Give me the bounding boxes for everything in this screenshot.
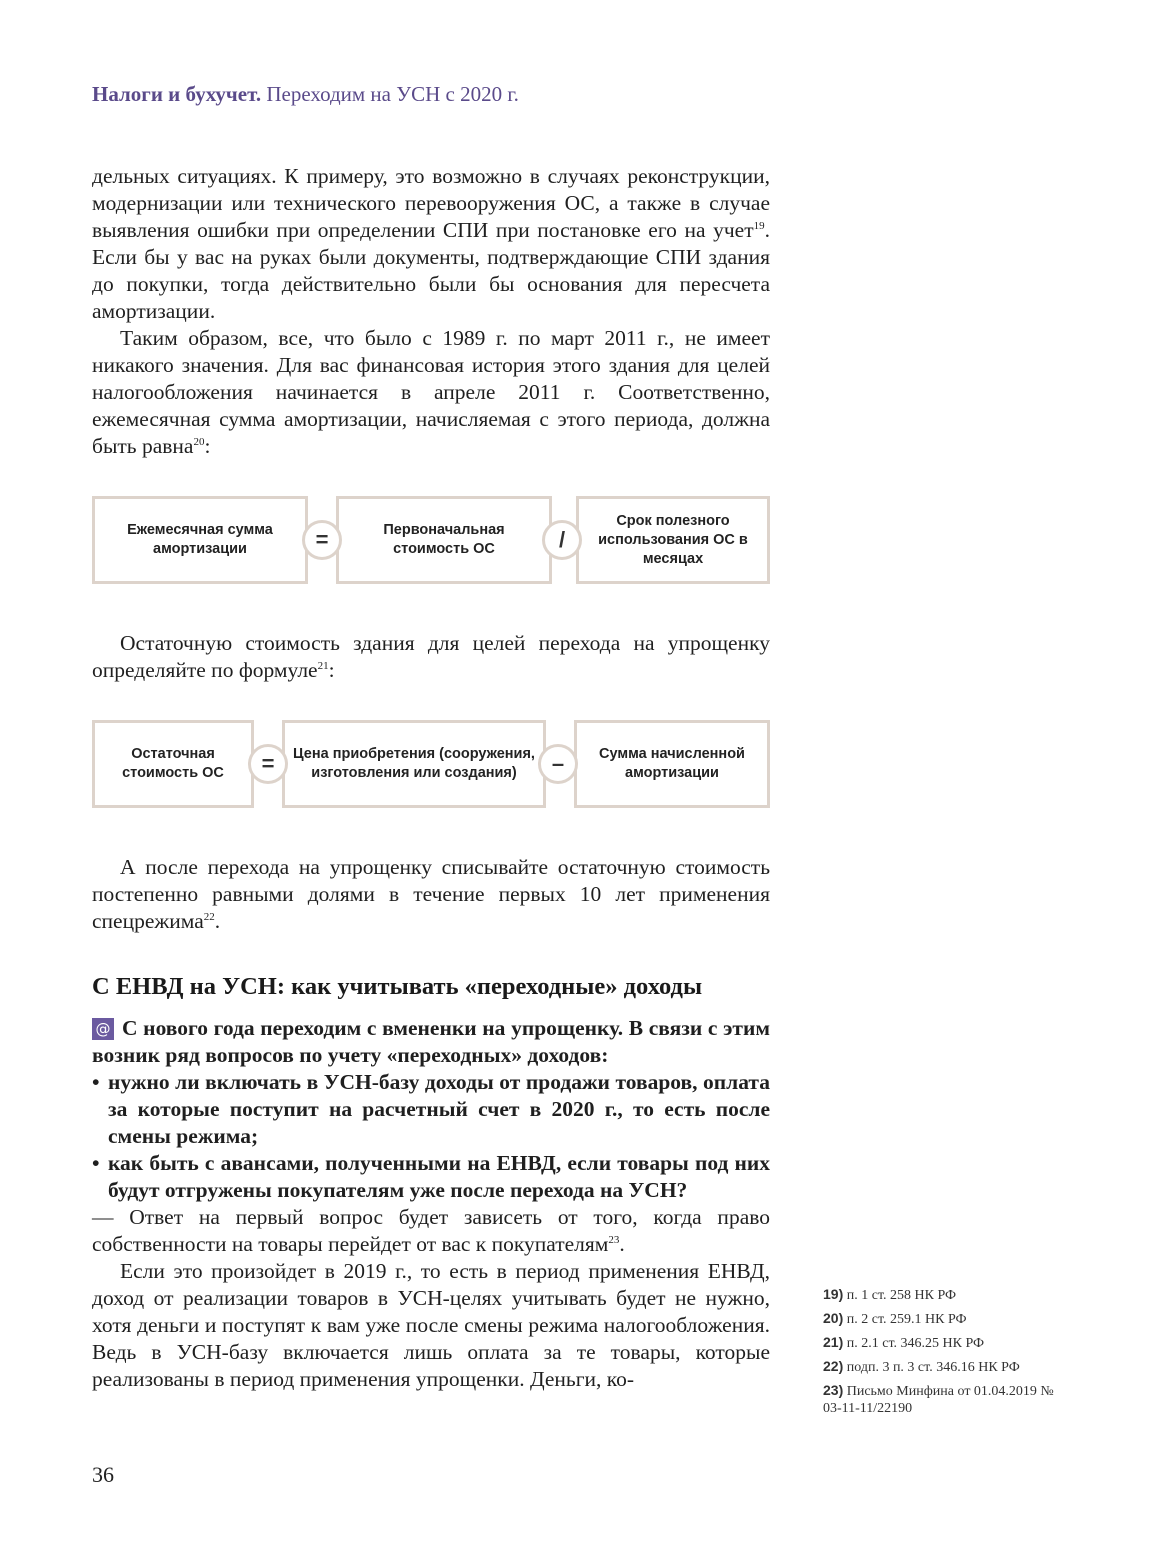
formula2-residual-value: Остаточная стоимость ОС — [92, 720, 254, 808]
footnote-19: 19) п. 1 ст. 258 НК РФ — [823, 1286, 957, 1303]
footnote-ref-19[interactable]: 19 — [753, 219, 765, 232]
paragraph-5: Если это произойдет в 2019 г., то есть в период применения ЕНВД, доход от реализации товаров в УСН-целях учитывать будет не нужно, хотя деньги и поступят к вам уже после смены режима налогообложения. Ведь в УСН-базу включается лишь оплата за те товары, которые реализованы в период применения упрощенки. Деньги, ко- — [92, 1259, 770, 1391]
answer-paragraph: — Ответ на первый вопрос будет зависеть от того, когда право собственности на товары перейдет от вас к покупателям$^{23}$. — [92, 1205, 770, 1256]
footnote-ref-21[interactable]: 21 — [317, 659, 329, 672]
footnote-ref-23[interactable]: 23 — [608, 1233, 620, 1246]
paragraph-3: Остаточную стоимость здания для целей перехода на упрощенку определяйте по формуле$^{21}$: — [92, 631, 770, 682]
formula-depreciation — [92, 496, 770, 590]
header-title: Переходим на УСН с 2020 г. — [266, 82, 519, 106]
formula2-accrued-depreciation: Сумма начисленной амортизации — [574, 720, 770, 808]
question-bullets — [92, 1069, 770, 1204]
minus-operator: – — [538, 744, 578, 784]
at-sign-icon: @ — [92, 1018, 114, 1040]
list-item: • как быть с авансами, полученными на ЕНВД, если товары под них будут отгружены покупателям уже после перехода на УСН? — [92, 1150, 770, 1204]
footnote-ref-20[interactable]: 20 — [193, 435, 205, 448]
page-number: 36 — [92, 1462, 114, 1487]
formula1-useful-life: Срок полезного использования ОС в месяцах — [576, 496, 770, 584]
formula1-monthly-amount: Ежемесячная сумма амортизации — [92, 496, 308, 584]
reader-question: @ С нового года переходим с вмененки на упрощенку. В связи с этим возник ряд вопросов по учету «переходных» доходов: — [92, 1016, 770, 1067]
paragraph-1: дельных ситуациях. К примеру, это возможно в случаях реконструкции, модернизации или технического перевооружения ОС, а также в случае выявления ошибки при определении СПИ при постановке его на учет$^{19}$. Если бы у вас на руках были документы, подтверждающие СПИ здания до покупки, тогда действительно были бы основания для пересчета амортизации. — [92, 164, 770, 323]
paragraph-2: Таким образом, все, что было с 1989 г. по март 2011 г., не имеет никакого значения. Для вас финансовая история этого здания для целей налогообложения начинается в апреле 2011 г. Соответственно, ежемесячная сумма амортизации, начисляемая с этого периода, должна быть равна$^{20}$: — [92, 326, 770, 458]
list-item: • нужно ли включать в УСН-базу доходы от продажи товаров, оплата за которые поступит на расчетный счет в 2020 г., то есть после смены режима; — [92, 1069, 770, 1150]
formula2-acquisition-price: Цена приобретения (сооружения, изготовления или создания) — [282, 720, 546, 808]
footnotes — [823, 1283, 1063, 1417]
footnote-21: 21) п. 2.1 ст. 346.25 НК РФ — [823, 1334, 985, 1351]
equals-operator: = — [302, 520, 342, 560]
divide-operator: / — [542, 520, 582, 560]
formula-residual-value — [92, 720, 770, 814]
formula1-initial-cost: Первоначальная стоимость ОС — [336, 496, 552, 584]
header-section: Налоги и бухучет. — [92, 82, 262, 106]
footnote-23: 23) Письмо Минфина от 01.04.2019 № 03-11-11/22190 — [823, 1382, 1054, 1416]
equals-operator: = — [248, 744, 288, 784]
footnote-22: 22) подп. 3 п. 3 ст. 346.16 НК РФ — [823, 1358, 1020, 1375]
footnote-ref-22[interactable]: 22 — [203, 910, 215, 923]
main-column — [92, 163, 770, 1393]
paragraph-4: А после перехода на упрощенку списывайте остаточную стоимость постепенно равными долями в течение первых 10 лет применения спецрежима$^{22}$. — [92, 855, 770, 933]
footnote-20: 20) п. 2 ст. 259.1 НК РФ — [823, 1310, 967, 1327]
running-header — [92, 82, 519, 107]
section-heading: С ЕНВД на УСН: как учитывать «переходные» доходы — [92, 973, 703, 1000]
